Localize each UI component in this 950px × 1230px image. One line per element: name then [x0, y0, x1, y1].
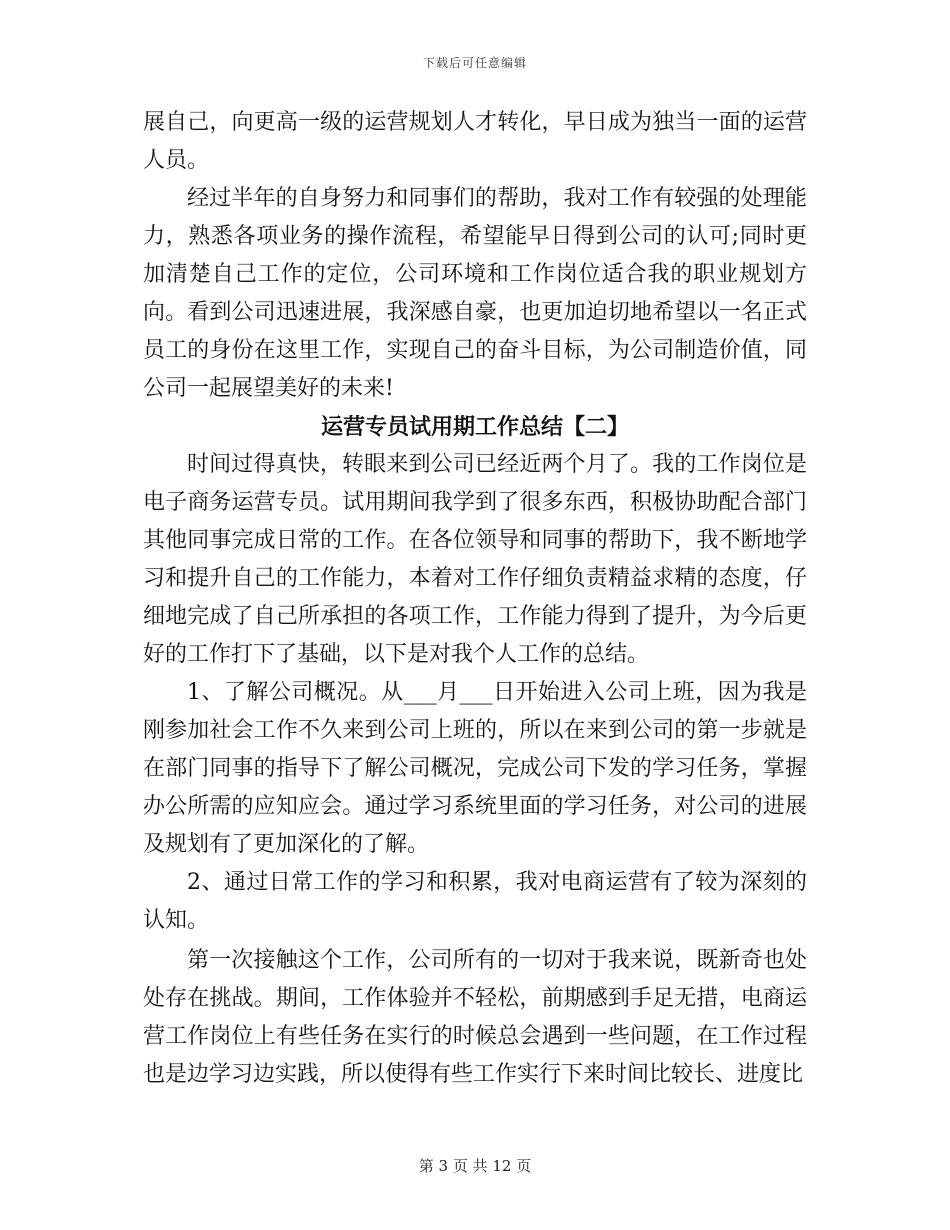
- section-title: 运营专员试用期工作总结【二】: [320, 414, 629, 440]
- paragraph: 时间过得真快，转眼来到公司已经近两个月了。我的工作岗位是电子商务运营专员。试用期间我学到了很多东西，积极协助配合部门其他同事完成日常的工作。在各位领导和同事的帮助下，我不断地学习和提升自己的工作能力，本着对工作仔细负责精益求精的态度，仔细地完成了自己所承担的各项工作，工作能力得到了提升，为今后更好的工作打下了基础，以下是对我个人工作的总结。: [143, 452, 807, 667]
- paragraph: 经过半年的自身努力和同事们的帮助，我对工作有较强的处理能力，熟悉各项业务的操作流程，希望能早日得到公司的认可;同时更加清楚自己工作的定位，公司环境和工作岗位适合我的职业规划方向。看到公司迅速进展，我深感自豪，也更加迫切地希望以一名正式员工的身份在这里工作，实现自己的奋斗目标，为公司制造价值，同公司一起展望美好的未来!: [143, 186, 807, 401]
- paragraph-continuation: 展自己，向更高一级的运营规划人才转化，早日成为独当一面的运营人员。: [143, 110, 807, 173]
- document-body: [143, 104, 807, 1094]
- paragraph: 1、了解公司概况。从___月___日开始进入公司上班，因为我是刚参加社会工作不久来到公司上班的，所以在来到公司的第一步就是在部门同事的指导下了解公司概况，完成公司下发的学习任务，掌握办公所需的应知应会。通过学习系统里面的学习任务，对公司的进展及规划有了更加深化的了解。: [143, 680, 807, 857]
- header-note: 下载后可任意编辑: [422, 56, 527, 70]
- paragraph: 第一次接触这个工作，公司所有的一切对于我来说，既新奇也处处存在挑战。期间，工作体验并不轻松，前期感到手足无措，电商运营工作岗位上有些任务在实行的时候总会遇到一些问题，在工作过程也是边学习边实践，所以使得有些工作实行下来时间比较长、进度比: [143, 948, 807, 1087]
- paragraph: 2、通过日常工作的学习和积累，我对电商运营有了较为深刻的认知。: [143, 870, 807, 933]
- page-footer: 第 3 页 共 12 页: [418, 1157, 532, 1175]
